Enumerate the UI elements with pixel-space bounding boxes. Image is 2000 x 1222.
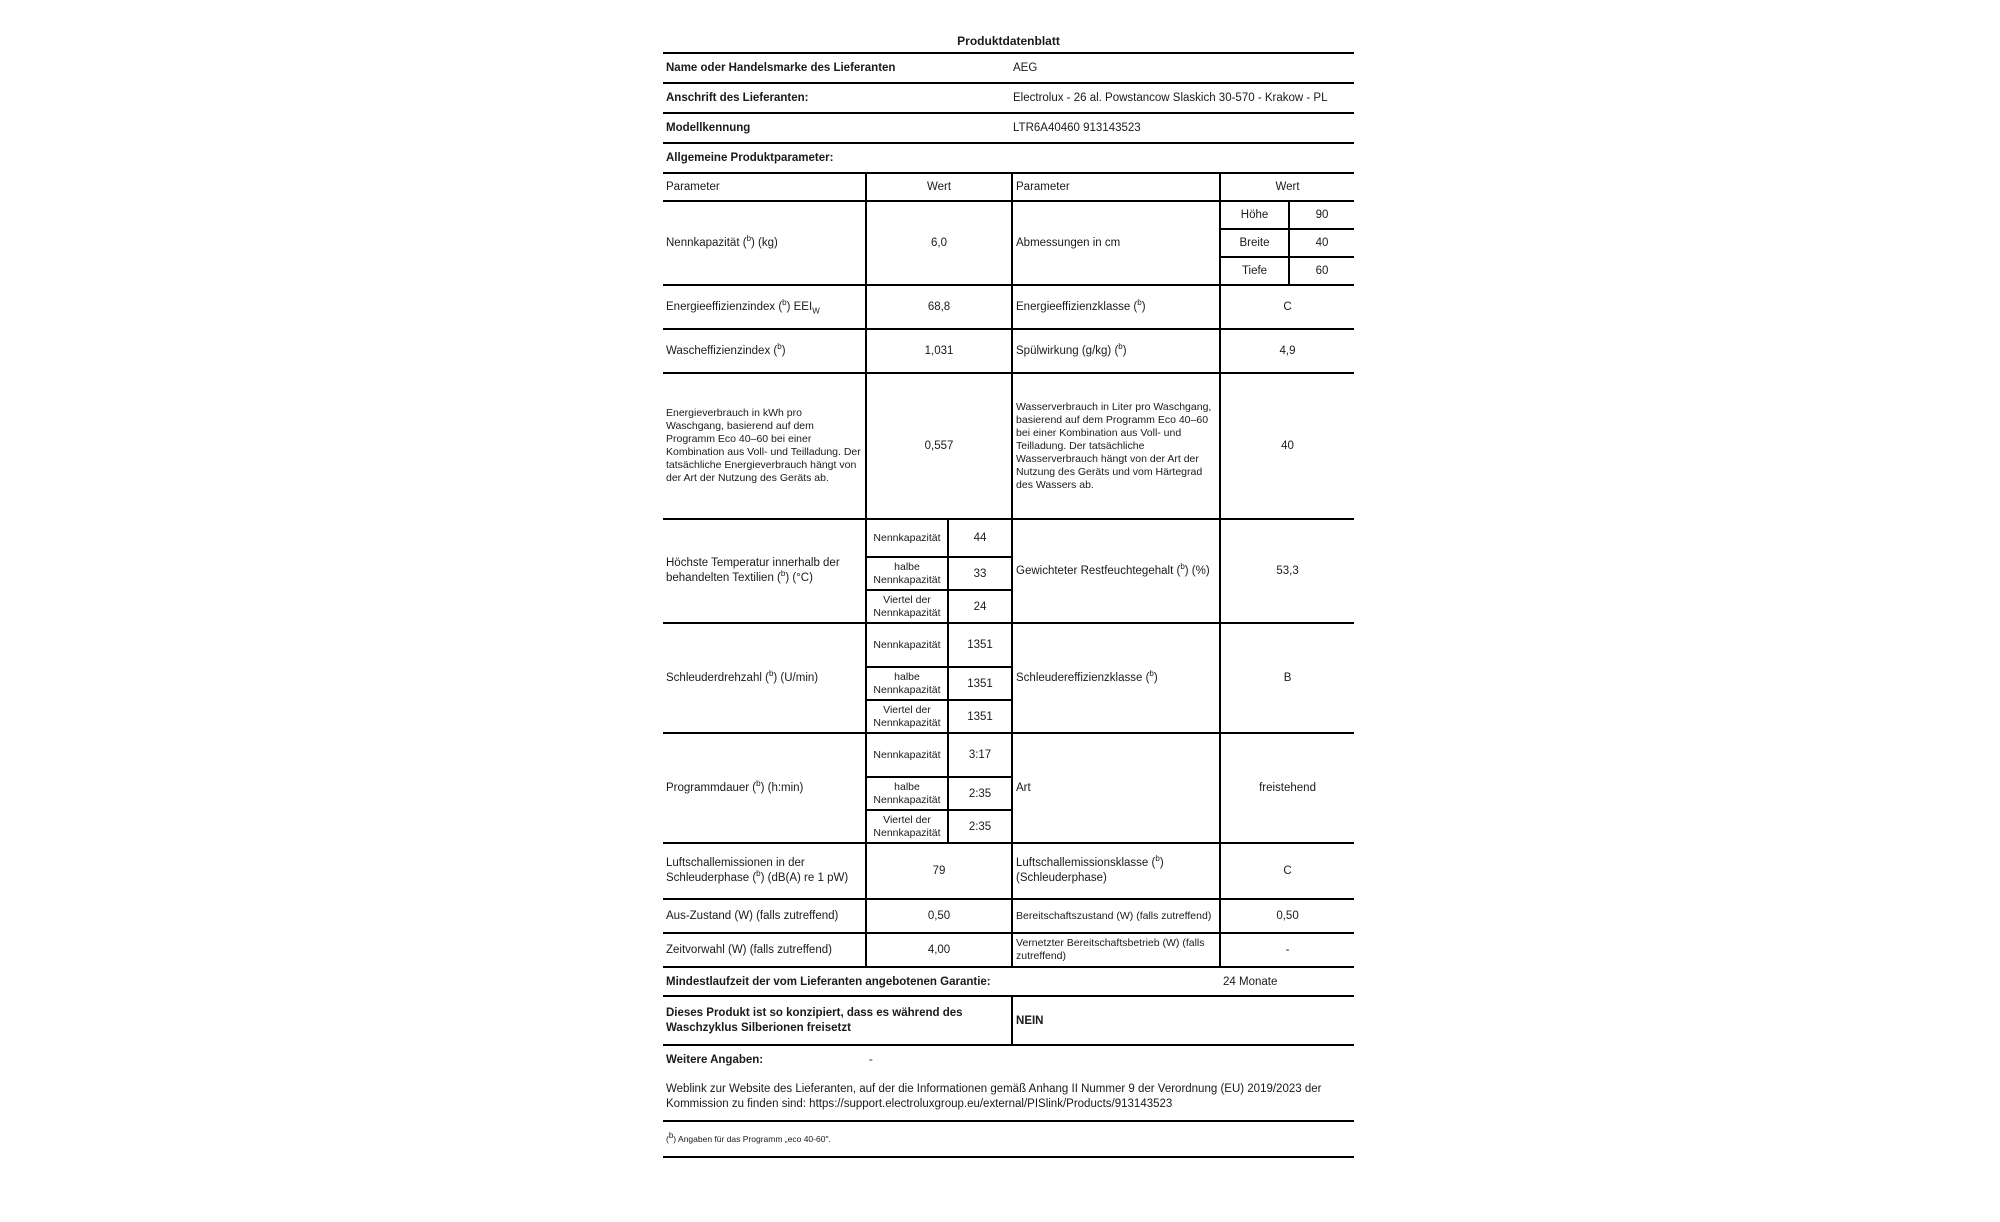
silver-label: Dieses Produkt ist so konzipiert, dass es während des Waschzyklus Silberionen freisetzt (666, 1006, 963, 1034)
spin-speed-half-value: 1351 (948, 667, 1012, 700)
depth-label: Tiefe (1220, 257, 1289, 285)
rated-capacity-value: 6,0 (866, 201, 1012, 285)
networked-standby-label: Vernetzter Bereitschaftsbetrieb (W) (falls zutreffend) (1012, 933, 1220, 967)
energy-class-value: C (1220, 285, 1354, 329)
standby-value: 0,50 (1220, 899, 1354, 933)
max-temp-full-label: Nennkapazität (866, 519, 948, 557)
additional-row (663, 1045, 1354, 1074)
supplier-name-value: AEG (1013, 62, 1038, 74)
duration-full-label: Nennkapazität (866, 733, 948, 777)
model-label: Modellkennung (666, 122, 751, 134)
spin-speed-full-label: Nennkapazität (866, 623, 948, 667)
max-temp-half-value: 33 (948, 557, 1012, 590)
noise-class-label: Luftschallemissionsklasse ($^b$) (Schleuderphase) (1012, 843, 1220, 899)
additional-label: Weitere Angaben: (666, 1054, 764, 1066)
washing-index-label: Wascheffizienzindex ($^b$) (666, 342, 786, 357)
width-label: Breite (1220, 229, 1289, 257)
sheet-title: Produktdatenblatt (957, 34, 1060, 48)
model-value: LTR6A40460 913143523 (1013, 122, 1141, 134)
height-label: Höhe (1220, 201, 1289, 229)
energy-consumption-label: Energieverbrauch in kWh pro Waschgang, basierend auf dem Programm Eco 40–60 bei einer Kombination aus Voll- und Teilladung. Der tatsächliche Energieverbrauch hängt von der Art der Nutzung des Geräts ab. (666, 407, 861, 484)
general-params-row (663, 142, 1354, 172)
moisture-label: Gewichteter Restfeuchtegehalt ($^b$) (%) (1012, 519, 1220, 623)
duration-label: Programmdauer ($^b$) (h:min) (666, 779, 804, 794)
rinsing-label: Spülwirkung (g/kg) ($^b$) (1012, 329, 1220, 373)
header-value-right: Wert (1220, 173, 1354, 201)
spin-speed-quarter-label: Viertel der Nennkapazität (866, 700, 948, 733)
eei-value: 68,8 (866, 285, 1012, 329)
duration-full-value: 3:17 (948, 733, 1012, 777)
off-mode-label: Aus-Zustand (W) (falls zutreffend) (666, 910, 839, 922)
networked-standby-value: - (1220, 933, 1354, 967)
table-row (663, 733, 1354, 777)
width-value: 40 (1289, 229, 1354, 257)
silver-value: NEIN (1012, 996, 1354, 1045)
dimensions-label: Abmessungen in cm (1012, 201, 1220, 285)
footnote: (b) Angaben für das Programm „eco 40-60". (666, 1131, 831, 1144)
type-label: Art (1012, 733, 1220, 843)
max-temp-full-value: 44 (948, 519, 1012, 557)
spin-speed-full-value: 1351 (948, 623, 1012, 667)
supplier-address-value: Electrolux - 26 al. Powstancow Slaskich 30-570 - Krakow - PL (1013, 92, 1328, 104)
header-param-right: Parameter (1012, 173, 1220, 201)
depth-value: 60 (1289, 257, 1354, 285)
table-row (663, 201, 1354, 229)
spin-speed-label: Schleuderdrehzahl ($^b$) (U/min) (666, 669, 819, 684)
noise-class-value: C (1220, 843, 1354, 899)
max-temp-label: Höchste Temperatur innerhalb der behandelten Textilien ($^b$) (°C) (666, 557, 840, 584)
noise-label: Luftschallemissionen in der Schleuderphase ($^b$) (dB(A) re 1 pW) (666, 857, 849, 884)
supplier-name-label: Name oder Handelsmarke des Lieferanten (666, 62, 896, 74)
duration-quarter-value: 2:35 (948, 810, 1012, 843)
standby-label: Bereitschaftszustand (W) (falls zutreffend) (1012, 899, 1220, 933)
table-row (663, 285, 1354, 329)
delay-start-label: Zeitvorwahl (W) (falls zutreffend) (666, 944, 832, 956)
footnote-row (663, 1121, 1354, 1157)
delay-start-value: 4,00 (866, 933, 1012, 967)
washing-index-value: 1,031 (866, 329, 1012, 373)
weblink-text: Weblink zur Website des Lieferanten, auf der die Informationen gemäß Anhang II Nummer 9 der Verordnung (EU) 2019/2023 der Kommission zu finden sind: https://support.electroluxgroup.eu/external/PISlink/Products/913143523 (666, 1083, 1322, 1110)
max-temp-quarter-value: 24 (948, 590, 1012, 623)
additional-value: - (869, 1054, 873, 1066)
table-row (663, 329, 1354, 373)
duration-half-value: 2:35 (948, 777, 1012, 810)
rinsing-value: 4,9 (1220, 329, 1354, 373)
table-row (663, 519, 1354, 557)
water-consumption-label: Wasserverbrauch in Liter pro Waschgang, basierend auf dem Programm Eco 40–60 bei einer Kombination aus Voll- und Teilladung. Der tatsächliche Wasserverbrauch hängt von der Art der Nutzung des Geräts und vom Härtegrad des Wassers ab. (1012, 373, 1220, 519)
duration-quarter-label: Viertel der Nennkapazität (866, 810, 948, 843)
spin-speed-half-label: halbe Nennkapazität (866, 667, 948, 700)
silver-row (663, 996, 1354, 1045)
params-table (663, 172, 1354, 1158)
weblink-row (663, 1074, 1354, 1121)
supplier-address-row (663, 82, 1354, 112)
eei-label: Energieeffizienzindex ($^b$) $EEI_W$ (666, 298, 820, 316)
height-value: 90 (1289, 201, 1354, 229)
general-params-label: Allgemeine Produktparameter: (666, 152, 834, 164)
warranty-row (663, 967, 1354, 996)
model-row (663, 112, 1354, 142)
header-param-left: Parameter (666, 181, 720, 193)
off-mode-value: 0,50 (866, 899, 1012, 933)
table-row (663, 933, 1354, 967)
supplier-name-row (663, 52, 1354, 82)
warranty-label: Mindestlaufzeit der vom Lieferanten angebotenen Garantie: (666, 975, 991, 988)
warranty-value: 24 Monate (1223, 975, 1278, 988)
duration-half-label: halbe Nennkapazität (866, 777, 948, 810)
table-row (663, 373, 1354, 519)
moisture-value: 53,3 (1220, 519, 1354, 623)
product-data-sheet (663, 30, 1354, 1158)
noise-value: 79 (866, 843, 1012, 899)
spin-class-label: Schleudereffizienzklasse ($^b$) (1012, 623, 1220, 733)
rated-capacity-label: Nennkapazität ($^b$) (kg) (666, 234, 778, 249)
header-value-left: Wert (866, 173, 1012, 201)
spin-class-value: B (1220, 623, 1354, 733)
table-row (663, 623, 1354, 667)
energy-class-label: Energieeffizienzklasse ($^b$) (1012, 285, 1220, 329)
table-header-row (663, 173, 1354, 201)
table-row (663, 899, 1354, 933)
table-row (663, 843, 1354, 899)
max-temp-quarter-label: Viertel der Nennkapazität (866, 590, 948, 623)
water-consumption-value: 40 (1220, 373, 1354, 519)
type-value: freistehend (1220, 733, 1354, 843)
energy-consumption-value: 0,557 (866, 373, 1012, 519)
supplier-address-label: Anschrift des Lieferanten: (666, 92, 809, 104)
spin-speed-quarter-value: 1351 (948, 700, 1012, 733)
max-temp-half-label: halbe Nennkapazität (866, 557, 948, 590)
